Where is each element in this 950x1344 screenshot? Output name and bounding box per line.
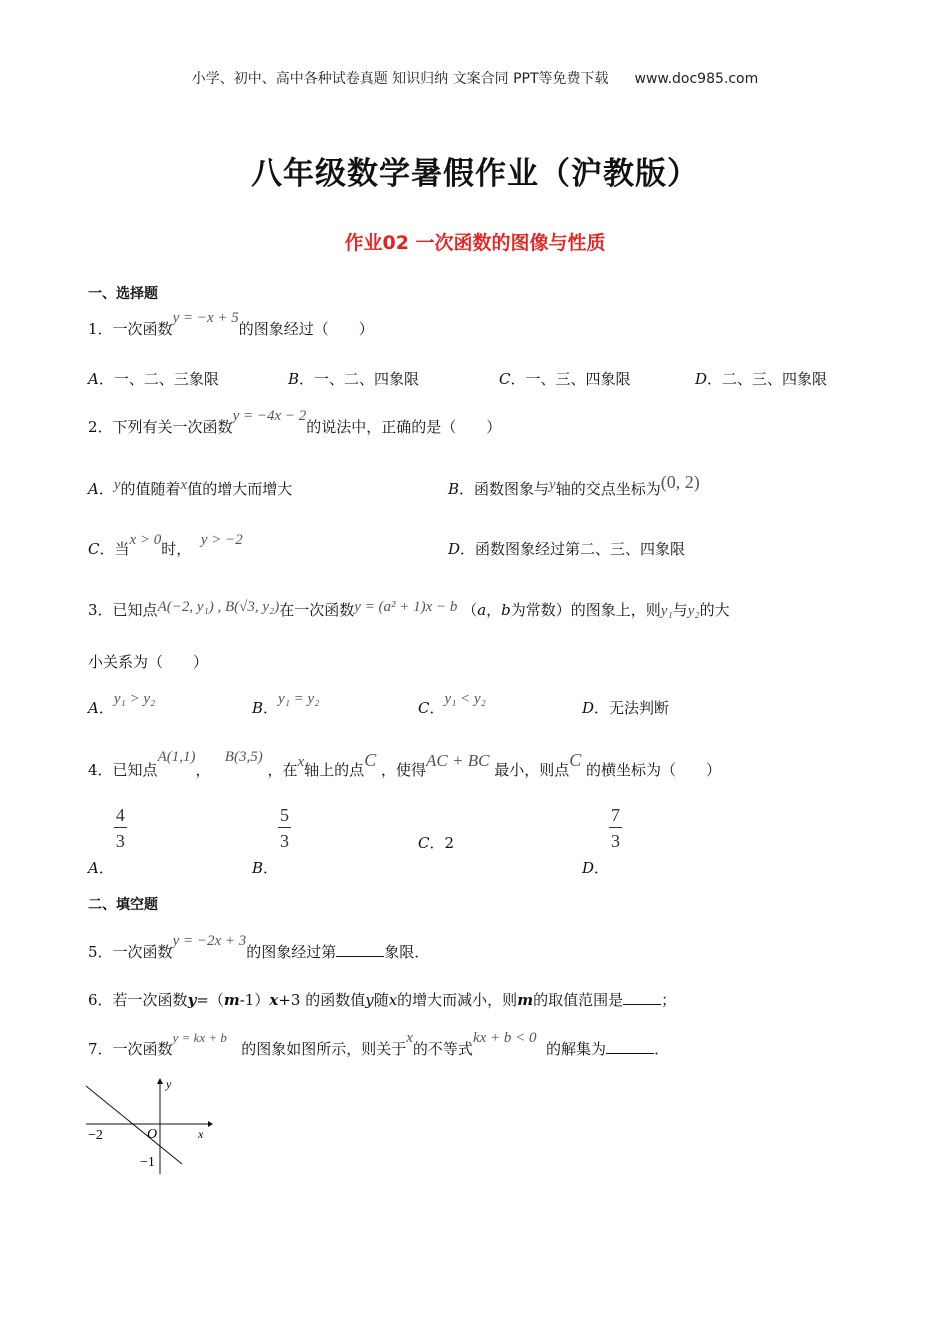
page-title: 八年级数学暑假作业（沪教版） bbox=[251, 156, 699, 192]
q7-blank bbox=[606, 1039, 654, 1054]
section-choice-heading: 一、选择题 bbox=[88, 286, 158, 302]
q3-option-c: C．y₁ < y₂ bbox=[418, 691, 486, 717]
question-6: 6．若一次函数y=（m-1）x+3 的函数值y随x的增大而减小，则m的取值范围是 ； bbox=[88, 991, 677, 1009]
q4-option-a: A． $\frac{4}{3}$ bbox=[88, 805, 125, 877]
q1-option-a: A．一、二、三象限 bbox=[88, 370, 219, 388]
q3-option-d: D．无法判断 bbox=[582, 699, 670, 717]
q7-graph bbox=[84, 1076, 214, 1176]
y-axis-label: y bbox=[166, 1077, 172, 1091]
header-site: www.doc985.com bbox=[634, 71, 759, 87]
q3-option-a: A．y₁ > y₂ bbox=[88, 691, 156, 717]
q2-option-c: C．当x > 0时， y > −2 bbox=[88, 532, 243, 558]
x-intercept-label: −2 bbox=[88, 1128, 103, 1143]
q6-blank bbox=[623, 990, 661, 1005]
question-1: 1．一次函数y = −x + 5的图象经过（ ） bbox=[88, 310, 374, 338]
question-7: 7．一次函数y = kx + b 的图象如图所示，则关于x的不等式kx + b < 0 的解集为 ． bbox=[88, 1030, 670, 1058]
q2-option-d: D．函数图象经过第二、三、四象限 bbox=[448, 540, 686, 558]
q4-option-d: D． $\frac{7}{3}$ bbox=[582, 805, 621, 877]
function-line bbox=[86, 1086, 182, 1164]
x-axis-arrow bbox=[208, 1121, 213, 1127]
question-4: 4．已知点A(1,1)， B(3,5) ，在x轴上的点C ，使得AC + BC 最小，则点C 的横坐标为（ ） bbox=[88, 749, 722, 779]
q2-option-a: A．y的值随着x值的增大而增大 bbox=[88, 477, 293, 498]
q1-option-d: D．二、三、四象限 bbox=[695, 370, 828, 388]
q2-formula: y = −4x − 2 bbox=[232, 408, 307, 424]
origin-label: O bbox=[147, 1127, 158, 1142]
page-subtitle: 作业02 一次函数的图像与性质 bbox=[344, 232, 606, 254]
y-intercept-label: −1 bbox=[140, 1155, 155, 1170]
q4-option-c: C．2 bbox=[418, 834, 455, 852]
question-3: 3．已知点A(−2, y₁) , B(√3, y₂)在一次函数y = (a² + 1)x − b （a，b为常数）的图象上，则y₁与y₂的大 bbox=[88, 599, 730, 619]
section-fill-heading: 二、填空题 bbox=[88, 897, 158, 913]
q1-option-b: B．一、二、四象限 bbox=[288, 370, 420, 388]
q4-option-b: B． $\frac{5}{3}$ bbox=[252, 805, 290, 877]
header-text: 小学、初中、高中各种试卷真题 知识归纳 文案合同 PPT等免费下载 bbox=[191, 71, 609, 87]
y-axis-arrow bbox=[157, 1078, 163, 1084]
q3-line2: 小关系为（ ） bbox=[88, 653, 209, 671]
x-axis-label: x bbox=[198, 1127, 204, 1141]
q3-option-b: B．y₁ = y₂ bbox=[252, 691, 320, 717]
q5-blank bbox=[336, 942, 384, 957]
q1-formula: y = −x + 5 bbox=[172, 310, 239, 326]
question-5: 5．一次函数y = −2x + 3的图象经过第 象限． bbox=[88, 933, 430, 961]
q1-option-c: C．一、三、四象限 bbox=[499, 370, 631, 388]
page-header bbox=[0, 68, 950, 88]
question-2: 2．下列有关一次函数y = −4x − 2的说法中，正确的是（ ） bbox=[88, 408, 502, 436]
q2-option-b: B．函数图象与y轴的交点坐标为(0, 2) bbox=[448, 472, 700, 498]
